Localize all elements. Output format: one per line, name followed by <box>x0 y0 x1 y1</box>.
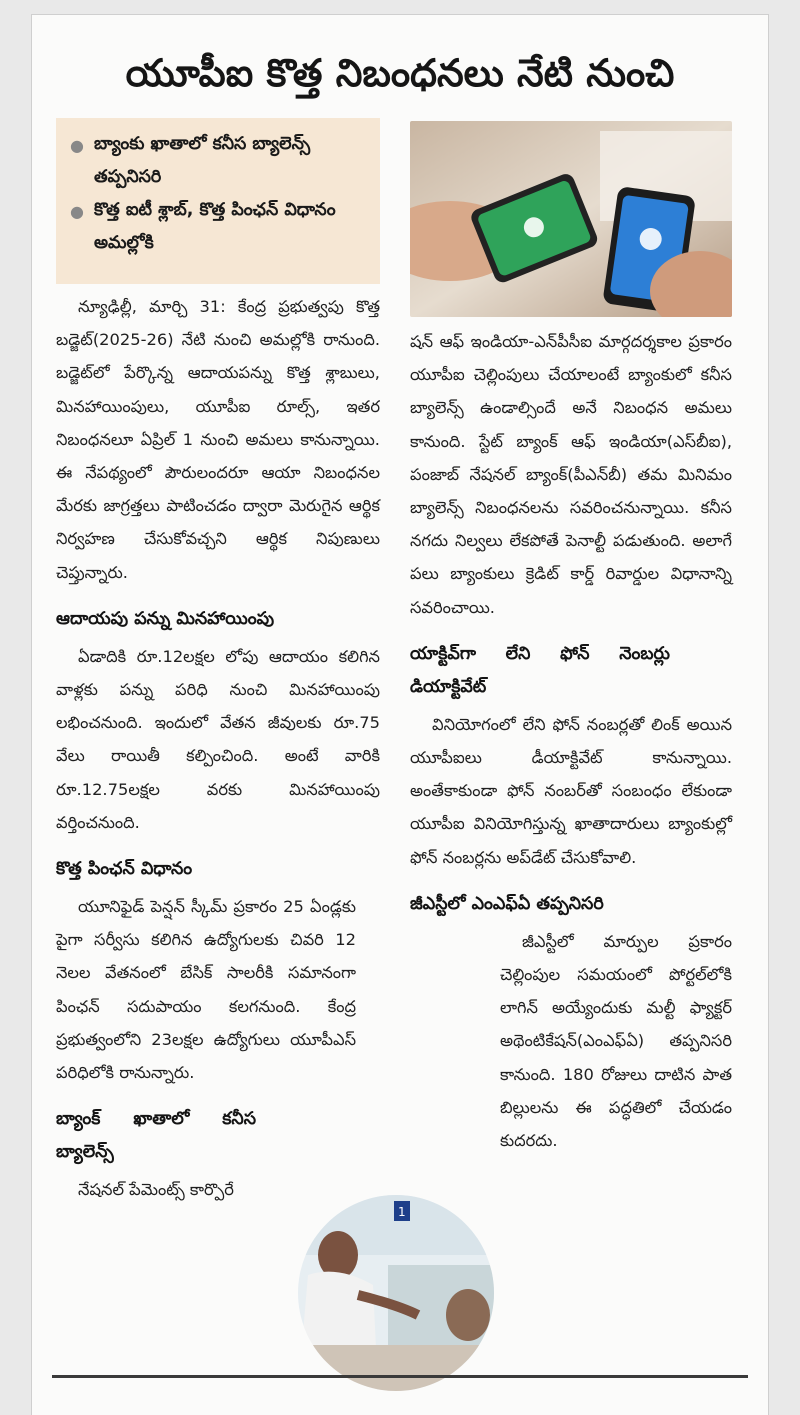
article-paragraph: న్యూఢిల్లీ, మార్చి 31: కేంద్ర ప్రభుత్వపు కొత్త బడ్జెట్(2025-26) నేటి నుంచి అమల్లోకి రానుంది. బడ్జెట్‌లో పేర్కొన్న ఆదాయపన్ను కొత్త శ్లాబులు, మినహాయింపులు, యూపీఐ రూల్స్, ఇతర నిబంధనలూ ఏప్రిల్ 1 నుంచి అమలు కానున్నాయి. ఈ నేపథ్యంలో పౌరులందరూ ఆయా నిబంధనల మేరకు జాగ్రత్తలు పాటించడం ద్వారా మెరుగైన ఆర్థిక నిర్వహణ చేసుకోవచ్చని ఆర్థిక నిపుణులు చెప్తున్నారు. <box>56 297 380 582</box>
highlight-text: కొత్త ఐటీ శ్లాబ్, కొత్త పింఛన్ విధానం అమల్లోకి <box>93 200 336 253</box>
bullet-icon: ● <box>70 136 84 155</box>
subheading: బ్యాంక్ ఖాతాలో కనీస బ్యాలెన్స్ <box>56 1109 256 1163</box>
right-column <box>410 325 732 1157</box>
bullet-icon: ● <box>70 202 84 221</box>
highlights-box <box>56 118 380 284</box>
newspaper-clipping <box>32 15 768 1415</box>
subheading: యాక్టివ్‌గా లేని ఫోన్ నెంబర్లు డియాక్టివేట్ <box>410 643 670 697</box>
highlight-item <box>70 128 366 194</box>
phones-payment-photo <box>410 121 732 317</box>
svg-text:1: 1 <box>398 1205 406 1219</box>
divider <box>52 1375 748 1378</box>
highlight-text: బ్యాంకు ఖాతాలో కనీస బ్యాలెన్స్ తప్పనిసరి <box>93 134 311 187</box>
headline: యూపీఐ కొత్త నిబంధనలు నేటి నుంచి <box>125 51 675 95</box>
article-paragraph: నేషనల్ పేమెంట్స్ కార్పొరే <box>78 1180 234 1200</box>
subheading: ఆదాయపు పన్ను మినహాయింపు <box>56 608 275 629</box>
article-paragraph: జీఎస్టీలో మార్పుల ప్రకారం చెల్లింపుల సమయంలో పోర్టల్‌లోకి లాగిన్ అయ్యేందుకు మల్టీ ఫ్యాక్టర్ అథెంటికేషన్(ఎంఎఫ్ఏ) తప్పనిసరి కానుంది. 180 రోజులు దాటిన పాత బిల్లులను ఈ పద్ధతిలో చేయడం కుదరదు. <box>500 931 732 1151</box>
subheading: జీఎస్టీలో ఎంఎఫ్ఏ తప్పనిసరి <box>410 893 604 914</box>
article-paragraph: ఏడాదికి రూ.12లక్షల లోపు ఆదాయం కలిగిన వాళ్లకు పన్ను పరిధి నుంచి మినహాయింపు లభించనుంది. ఇందులో వేతన జీవులకు రూ.75 వేలు రాయితీ కల్పించింది. అంటే వారికి రూ.12.75లక్షల వరకు మినహాయింపు వర్తించనుంది. <box>56 646 380 832</box>
highlight-item <box>70 194 366 260</box>
left-column <box>56 290 380 1206</box>
article-paragraph: షన్ ఆఫ్ ఇండియా-ఎన్‌పీసీఐ మార్గదర్శకాల ప్రకారం యూపీఐ చెల్లింపులు చేయాలంటే బ్యాంకులో కనీస బ్యాలెన్స్ ఉండాల్సిందే అనే నిబంధన అమలు కానుంది. స్టేట్ బ్యాంక్ ఆఫ్ ఇండియా(ఎస్‌బీఐ), పంజాబ్ నేషనల్ బ్యాంక్(పీఎన్‌బీ) తమ మినిమం బ్యాలెన్స్ నిబంధనలను సవరించనున్నాయి. కనీస నగదు నిల్వలు లేకపోతే పెనాల్టీ పడుతుంది. అలాగే పలు బ్యాంకులు క్రెడిట్ కార్డ్ రివార్డుల విధానాన్ని సవరించాయి. <box>410 332 732 617</box>
article-paragraph: యూనిఫైడ్ పెన్షన్ స్కీమ్ ప్రకారం 25 ఏండ్లకు పైగా సర్వీసు కలిగిన ఉద్యోగులకు చివరి 12 నెలల వేతనంలో బేసిక్ సాలరీకి సమానంగా పింఛన్ సదుపాయం కలగనుంది. కేంద్ర ప్రభుత్వంలోని 23లక్షల ఉద్యోగులు యూపీఎస్ పరిధిలోకి రానున్నారు. <box>56 897 356 1083</box>
article-paragraph: వినియోగంలో లేని ఫోన్ నంబర్లతో లింక్ అయిన యూపీఐలు డీయాక్టివేట్ కానున్నాయి. అంతేకాకుండా ఫోన్ నంబర్‌తో సంబంధం లేకుండా యూపీఐ వినియోగిస్తున్న ఖాతాదారులు బ్యాంకుల్లో ఫోన్ నంబర్లను అప్‌డేట్ చేసుకోవాలి. <box>410 714 732 867</box>
subheading: కొత్త పింఛన్ విధానం <box>56 859 193 880</box>
bank-counter-photo <box>298 1195 494 1391</box>
